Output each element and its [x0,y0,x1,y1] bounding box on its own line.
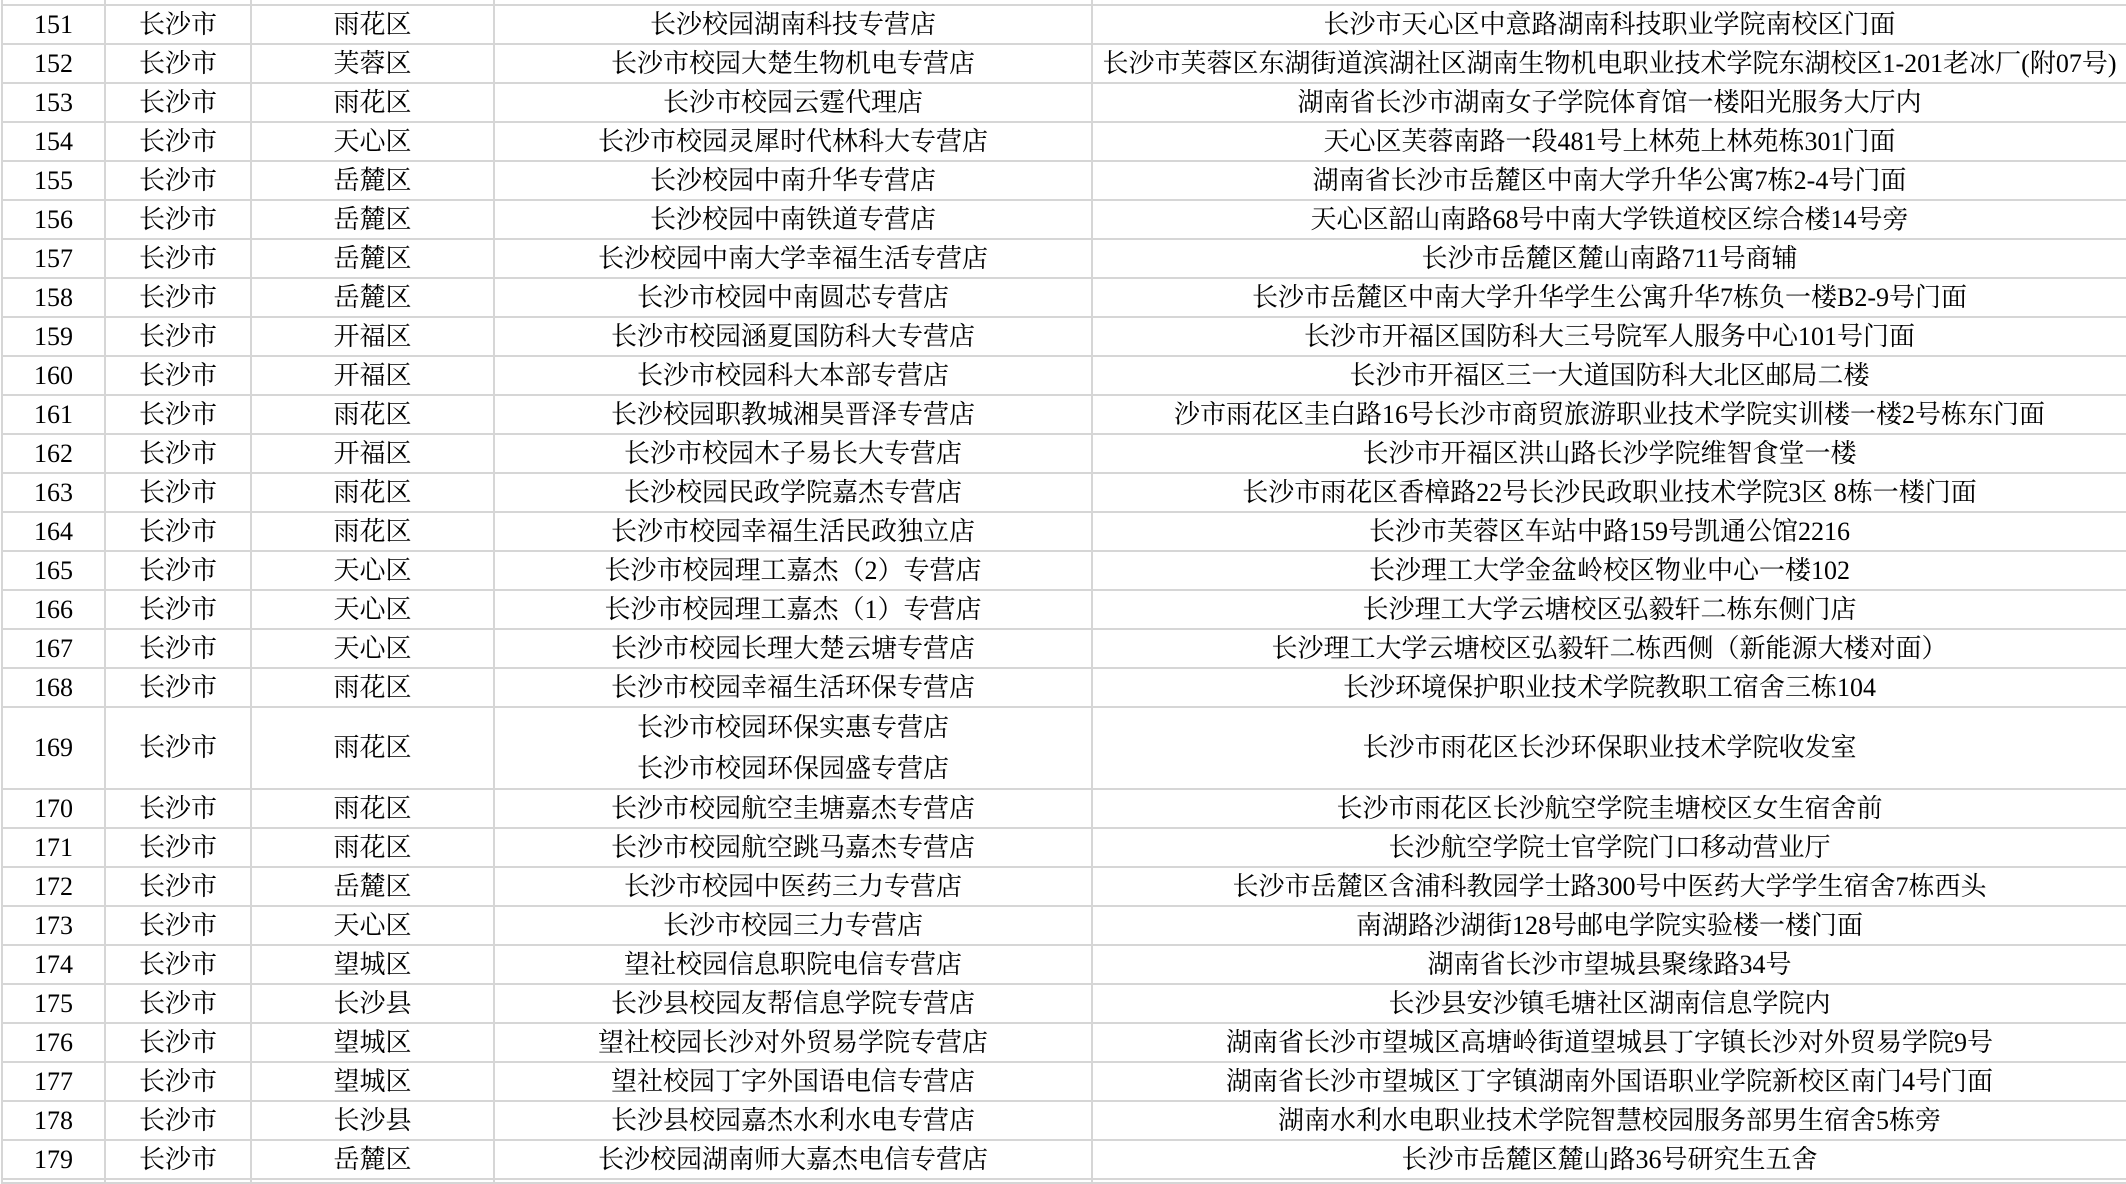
empty-cell [495,1180,1093,1182]
row-number-cell[interactable]: 168 [3,669,106,706]
district-cell[interactable]: 雨花区 [252,708,495,788]
table-row [1,6,2126,45]
city-cell[interactable]: 长沙市 [106,1141,252,1178]
store-name-cell[interactable] [495,630,1093,667]
city-cell[interactable]: 长沙市 [106,985,252,1022]
store-name-cell[interactable] [495,84,1093,121]
city-cell[interactable]: 长沙市 [106,552,252,589]
district-cell[interactable]: 岳麓区 [252,279,495,316]
address-cell[interactable]: 湖南省长沙市望城区丁字镇湖南外国语职业学院新校区南门4号门面 [1225,1066,1993,1096]
city-cell[interactable]: 长沙市 [106,396,252,433]
district-cell[interactable]: 雨花区 [252,6,495,43]
store-name-line: 长沙校园湖南师大嘉杰电信专营店 [597,1145,988,1174]
row-number-cell[interactable]: 164 [3,513,106,550]
row-number-cell[interactable]: 154 [3,123,106,160]
city-cell[interactable]: 长沙市 [106,318,252,355]
city-cell[interactable]: 长沙市 [106,162,252,199]
address-cell[interactable]: 长沙市开福区国防科大三号院军人服务中心101号门面 [1303,321,1915,351]
store-name-line: 长沙市校园幸福生活民政独立店 [610,517,975,546]
store-name-cell[interactable] [495,1141,1093,1178]
city-cell[interactable]: 长沙市 [106,1102,252,1139]
table-row [1,591,2126,630]
address-cell[interactable]: 长沙市天心区中意路湖南科技职业学院南校区门面 [1323,9,1896,39]
row-number-cell[interactable]: 158 [3,279,106,316]
city-cell[interactable]: 长沙市 [106,474,252,511]
store-name-cell[interactable] [495,708,1093,788]
store-name-line: 望社校园长沙对外贸易学院专营店 [597,1028,988,1057]
district-cell[interactable]: 雨花区 [252,396,495,433]
table-row [1,630,2126,669]
store-name-cell[interactable] [495,1024,1093,1061]
row-number-cell[interactable]: 174 [3,946,106,983]
district-cell[interactable]: 雨花区 [252,513,495,550]
row-number-cell[interactable]: 151 [3,6,106,43]
address-cell[interactable]: 长沙环境保护职业技术学院教职工宿舍三栋104 [1342,672,1876,702]
empty-cell [106,1180,252,1182]
store-name-line: 长沙校园民政学院嘉杰专营店 [623,478,962,507]
store-name-line: 长沙市校园理工嘉杰（1）专营店 [604,595,982,624]
city-cell[interactable]: 长沙市 [106,240,252,277]
district-cell[interactable]: 雨花区 [252,84,495,121]
row-number-cell[interactable]: 170 [3,790,106,827]
address-cell[interactable]: 长沙理工大学云塘校区弘毅轩二栋西侧（新能源大楼对面） [1271,633,1948,663]
district-cell[interactable]: 长沙县 [252,1102,495,1139]
store-name-line: 长沙市校园中南圆芯专营店 [636,283,949,312]
address-cell[interactable]: 长沙市雨花区长沙环保职业技术学院收发室 [1362,733,1857,763]
city-cell[interactable]: 长沙市 [106,669,252,706]
row-number-cell[interactable]: 169 [3,708,106,788]
row-number-cell[interactable]: 152 [3,45,106,82]
store-name-line: 长沙市校园涵夏国防科大专营店 [610,322,975,351]
address-cell[interactable]: 湖南省长沙市岳麓区中南大学升华公寓7栋2-4号门面 [1312,165,1907,195]
row-number-cell[interactable]: 171 [3,829,106,866]
table-row [1,669,2126,708]
address-cell[interactable]: 湖南省长沙市望城区高塘岭街道望城县丁字镇长沙对外贸易学院9号 [1225,1027,1993,1057]
store-name-line: 长沙校园中南升华专营店 [649,166,936,195]
store-name-cell[interactable] [495,513,1093,550]
store-name-line: 望社校园丁字外国语电信专营店 [610,1067,975,1096]
row-number-cell[interactable]: 167 [3,630,106,667]
row-number-cell[interactable]: 160 [3,357,106,394]
address-cell[interactable]: 长沙市雨花区香樟路22号长沙民政职业技术学院3区 8栋一楼门面 [1242,477,1977,507]
address-cell[interactable]: 长沙航空学院士官学院门口移动营业厅 [1388,832,1831,862]
city-cell[interactable]: 长沙市 [106,591,252,628]
table-row [1,552,2126,591]
row-number-cell[interactable]: 156 [3,201,106,238]
row-number-cell[interactable]: 166 [3,591,106,628]
city-cell[interactable]: 长沙市 [106,45,252,82]
city-cell[interactable]: 长沙市 [106,435,252,472]
city-cell[interactable]: 长沙市 [106,201,252,238]
city-cell[interactable]: 长沙市 [106,868,252,905]
store-name-line: 长沙市校园环保园盛专营店 [636,754,949,783]
store-name-cell[interactable] [495,162,1093,199]
store-name-line: 长沙市校园航空跳马嘉杰专营店 [610,833,975,862]
table-row [1,45,2126,84]
address-cell[interactable]: 天心区芙蓉南路一段481号上林苑上林苑栋301门面 [1323,126,1896,156]
district-cell[interactable]: 雨花区 [252,474,495,511]
store-name-line: 长沙县校园嘉杰水利水电专营店 [610,1106,975,1135]
store-name-cell[interactable] [495,946,1093,983]
table-row [1,946,2126,985]
store-name-cell[interactable] [495,279,1093,316]
address-cell[interactable]: 南湖路沙湖街128号邮电学院实验楼一楼门面 [1355,910,1863,940]
table-row [1,513,2126,552]
store-name-line: 长沙县校园友帮信息学院专营店 [610,989,975,1018]
store-name-line: 长沙市校园大楚生物机电专营店 [610,49,975,78]
district-cell[interactable]: 开福区 [252,357,495,394]
district-cell[interactable]: 雨花区 [252,829,495,866]
city-cell[interactable]: 长沙市 [106,790,252,827]
city-cell[interactable]: 长沙市 [106,84,252,121]
address-cell[interactable]: 长沙市岳麓区麓山路36号研究生五舍 [1401,1144,1818,1174]
table-row [1,123,2126,162]
table-row [1,1024,2126,1063]
table-row [1,474,2126,513]
store-name-line: 长沙市校园科大本部专营店 [636,361,949,390]
city-cell[interactable]: 长沙市 [106,6,252,43]
city-cell[interactable]: 长沙市 [106,513,252,550]
city-cell[interactable]: 长沙市 [106,357,252,394]
district-cell[interactable]: 望城区 [252,946,495,983]
empty-cell [252,1180,495,1182]
address-cell[interactable]: 长沙市开福区三一大道国防科大北区邮局二楼 [1349,360,1870,390]
table-row [1,708,2126,790]
row-number-cell[interactable]: 153 [3,84,106,121]
district-cell[interactable]: 天心区 [252,123,495,160]
city-cell[interactable]: 长沙市 [106,630,252,667]
address-cell[interactable]: 长沙市芙蓉区车站中路159号凯通公馆2216 [1368,516,1850,546]
row-number-cell[interactable]: 161 [3,396,106,433]
address-cell[interactable]: 长沙市岳麓区中南大学升华学生公寓升华7栋负一楼B2-9号门面 [1251,282,1967,312]
address-cell[interactable]: 长沙市雨花区长沙航空学院圭塘校区女生宿舍前 [1336,793,1883,823]
row-number-cell[interactable]: 172 [3,868,106,905]
city-cell[interactable]: 长沙市 [106,123,252,160]
address-cell[interactable]: 天心区韶山南路68号中南大学铁道校区综合楼14号旁 [1310,204,1909,234]
table-row [1,829,2126,868]
store-name-cell[interactable] [495,829,1093,866]
address-cell[interactable]: 长沙理工大学金盆岭校区物业中心一楼102 [1368,555,1850,585]
store-name-cell[interactable] [495,474,1093,511]
address-cell[interactable]: 长沙理工大学云塘校区弘毅轩二栋东侧门店 [1362,594,1857,624]
district-cell[interactable]: 天心区 [252,907,495,944]
store-table-body [1,6,2126,1180]
district-cell[interactable]: 望城区 [252,1063,495,1100]
district-cell[interactable]: 开福区 [252,318,495,355]
row-number-cell[interactable]: 162 [3,435,106,472]
store-name-cell[interactable] [495,240,1093,277]
store-name-line: 长沙市校园幸福生活环保专营店 [610,673,975,702]
address-cell[interactable]: 长沙县安沙镇毛塘社区湖南信息学院内 [1388,988,1831,1018]
row-number-cell[interactable]: 163 [3,474,106,511]
empty-cell [1093,1180,2126,1182]
row-number-cell[interactable]: 176 [3,1024,106,1061]
store-name-cell[interactable] [495,201,1093,238]
store-name-line: 长沙市校园环保实惠专营店 [636,713,949,742]
table-row [1,396,2126,435]
store-name-cell[interactable] [495,790,1093,827]
address-cell[interactable]: 长沙市开福区洪山路长沙学院维智食堂一楼 [1362,438,1857,468]
table-row [1,868,2126,907]
table-row [1,201,2126,240]
store-name-cell[interactable] [495,552,1093,589]
store-name-cell[interactable] [495,318,1093,355]
city-cell[interactable]: 长沙市 [106,1024,252,1061]
store-name-cell[interactable] [495,669,1093,706]
table-row [1,240,2126,279]
store-name-cell[interactable] [495,435,1093,472]
store-name-line: 长沙校园中南大学幸福生活专营店 [597,244,988,273]
store-name-cell[interactable] [495,591,1093,628]
table-row [1,318,2126,357]
address-cell[interactable]: 湖南水利水电职业技术学院智慧校园服务部男生宿舍5栋旁 [1277,1105,1941,1135]
district-cell[interactable]: 天心区 [252,630,495,667]
address-cell[interactable]: 长沙市岳麓区麓山南路711号商辅 [1421,243,1798,273]
district-cell[interactable]: 雨花区 [252,669,495,706]
partial-row-bottom [1,1180,2126,1184]
store-table [1,0,2126,1184]
district-cell[interactable]: 天心区 [252,591,495,628]
store-name-line: 长沙市校园理工嘉杰（2）专营店 [604,556,982,585]
city-cell[interactable]: 长沙市 [106,829,252,866]
empty-cell [3,0,106,4]
address-cell[interactable]: 长沙市芙蓉区东湖街道滨湖社区湖南生物机电职业技术学院东湖校区1-201老冰厂(附07号) [1102,48,2117,78]
store-name-cell[interactable] [495,357,1093,394]
table-row [1,985,2126,1024]
row-number-cell[interactable]: 165 [3,552,106,589]
table-row [1,357,2126,396]
district-cell[interactable]: 岳麓区 [252,1141,495,1178]
store-name-cell[interactable] [495,6,1093,43]
district-cell[interactable]: 天心区 [252,552,495,589]
store-name-line: 长沙市校园云霆代理店 [662,88,923,117]
address-cell[interactable]: 湖南省长沙市望城县聚缘路34号 [1427,949,1792,979]
store-name-line: 长沙校园湖南科技专营店 [649,10,936,39]
row-number-cell[interactable]: 175 [3,985,106,1022]
address-cell[interactable]: 长沙市岳麓区含浦科教园学士路300号中医药大学学生宿舍7栋西头 [1232,871,1987,901]
store-name-line: 长沙市校园中医药三力专营店 [623,872,962,901]
district-cell[interactable]: 芙蓉区 [252,45,495,82]
city-cell[interactable]: 长沙市 [106,907,252,944]
address-cell[interactable]: 湖南省长沙市湖南女子学院体育馆一楼阳光服务大厅内 [1297,87,1922,117]
row-number-cell[interactable]: 179 [3,1141,106,1178]
store-name-line: 望社校园信息职院电信专营店 [623,950,962,979]
row-number-cell[interactable]: 159 [3,318,106,355]
store-name-cell[interactable] [495,123,1093,160]
table-row [1,907,2126,946]
table-row [1,435,2126,474]
store-name-line: 长沙市校园航空圭塘嘉杰专营店 [610,794,975,823]
table-row [1,1141,2126,1180]
store-name-cell[interactable] [495,1063,1093,1100]
store-name-cell[interactable] [495,985,1093,1022]
store-name-cell[interactable] [495,907,1093,944]
store-name-cell[interactable] [495,45,1093,82]
store-name-line: 长沙校园中南铁道专营店 [649,205,936,234]
district-cell[interactable]: 岳麓区 [252,162,495,199]
city-cell[interactable]: 长沙市 [106,946,252,983]
empty-cell [1093,0,2126,4]
district-cell[interactable]: 岳麓区 [252,240,495,277]
store-name-line: 长沙校园职教城湘昊晋泽专营店 [610,400,975,429]
city-cell[interactable]: 长沙市 [106,708,252,788]
store-name-line: 长沙市校园灵犀时代林科大专营店 [597,127,988,156]
district-cell[interactable]: 雨花区 [252,790,495,827]
store-name-cell[interactable] [495,868,1093,905]
row-number-cell[interactable]: 173 [3,907,106,944]
store-name-cell[interactable] [495,1102,1093,1139]
store-name-line: 长沙市校园三力专营店 [662,911,923,940]
city-cell[interactable]: 长沙市 [106,279,252,316]
district-cell[interactable]: 开福区 [252,435,495,472]
store-name-cell[interactable] [495,396,1093,433]
empty-cell [106,0,252,4]
table-row [1,279,2126,318]
row-number-cell[interactable]: 155 [3,162,106,199]
table-row [1,162,2126,201]
table-row [1,790,2126,829]
table-row [1,1102,2126,1141]
district-cell[interactable]: 岳麓区 [252,868,495,905]
row-number-cell[interactable]: 177 [3,1063,106,1100]
district-cell[interactable]: 岳麓区 [252,201,495,238]
store-name-line: 长沙市校园长理大楚云塘专营店 [610,634,975,663]
store-name-line: 长沙市校园木子易长大专营店 [623,439,962,468]
empty-cell [252,0,495,4]
row-number-cell[interactable]: 178 [3,1102,106,1139]
table-row [1,1063,2126,1102]
table-row [1,84,2126,123]
empty-cell [3,1180,106,1182]
address-cell[interactable]: 沙市雨花区圭白路16号长沙市商贸旅游职业技术学院实训楼一楼2号栋东门面 [1173,399,2045,429]
row-number-cell[interactable]: 157 [3,240,106,277]
district-cell[interactable]: 望城区 [252,1024,495,1061]
city-cell[interactable]: 长沙市 [106,1063,252,1100]
district-cell[interactable]: 长沙县 [252,985,495,1022]
